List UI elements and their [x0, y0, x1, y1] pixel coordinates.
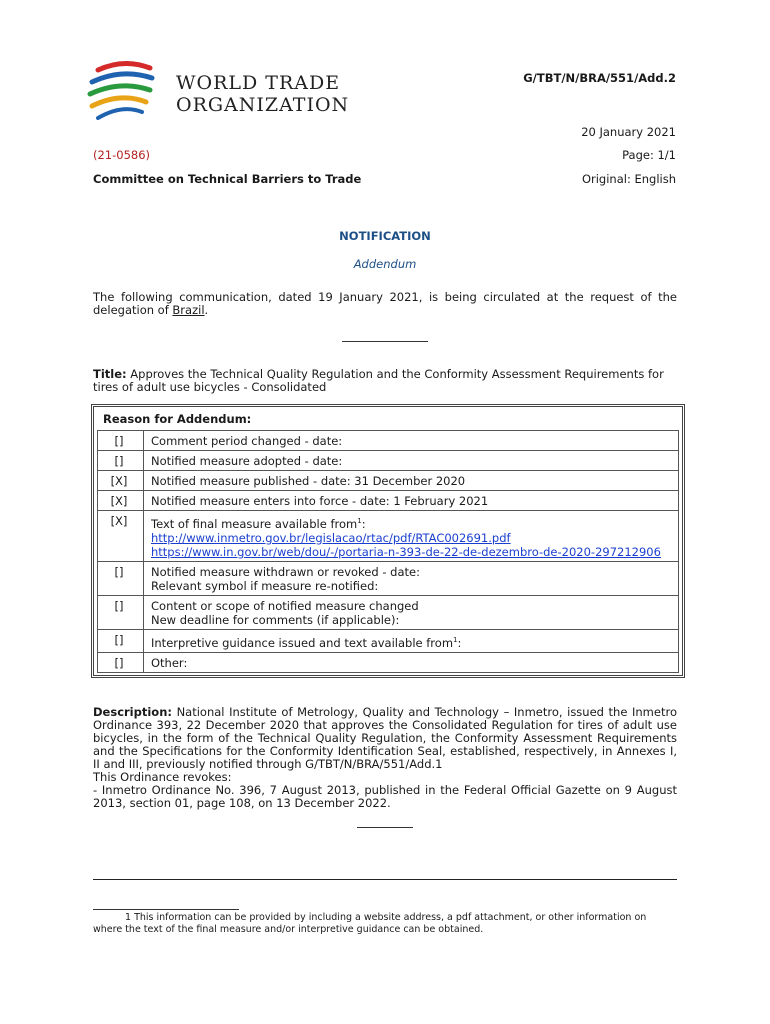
row-mark: [] [98, 595, 144, 629]
row-text-line1: Content or scope of notified measure changed [151, 598, 419, 613]
row-text-line2: Relevant symbol if measure re-notified: [151, 578, 379, 593]
row-text-colon: : [361, 516, 366, 531]
row-text: Notified measure adopted - date: [144, 451, 679, 471]
section-divider [342, 341, 428, 342]
row-mark: [] [98, 431, 144, 451]
end-divider [357, 827, 413, 828]
committee-name: Committee on Technical Barriers to Trade [93, 172, 362, 186]
table-row [98, 431, 679, 451]
row-text-with-sup [144, 629, 679, 652]
row-mark: [] [98, 561, 144, 595]
table-row [98, 652, 679, 672]
document-symbol: G/TBT/N/BRA/551/Add.2 [523, 71, 676, 85]
addendum-subheading-text: Addendum [353, 257, 417, 271]
logo-line-2: ORGANIZATION [176, 94, 350, 116]
wto-logo-emblem-icon [84, 56, 164, 128]
row-text-line2: New deadline for comments (if applicable): [151, 612, 400, 627]
row-text: Interpretive guidance issued and text available from [151, 635, 454, 650]
title-text: Approves the Technical Quality Regulation and the Conformity Assessment Requirements for tires of adult use bicycles - Consolidated [93, 367, 664, 394]
table-row [98, 491, 679, 511]
description-revokes: This Ordinance revokes: [93, 770, 232, 784]
title-paragraph [93, 368, 677, 394]
table-row [98, 451, 679, 471]
intro-paragraph [93, 291, 677, 317]
row-mark: [X] [98, 471, 144, 491]
row-text-two-lines [144, 595, 679, 629]
intro-country: Brazil [172, 303, 205, 317]
row-text: Comment period changed - date: [144, 431, 679, 451]
footnote-ref: 1 [453, 635, 458, 644]
row-text: Text of final measure available from [151, 516, 358, 531]
table-row [98, 511, 679, 562]
inmetro-pdf-link[interactable]: http://www.inmetro.gov.br/legislacao/rtac/pdf/RTAC002691.pdf [151, 530, 511, 545]
description-paragraph [93, 706, 677, 771]
logo-line-1: WORLD TRADE [176, 72, 341, 94]
row-text: Other: [144, 652, 679, 672]
addendum-heading: Reason for Addendum: [103, 412, 252, 426]
row-text-colon: : [457, 635, 462, 650]
page-indicator: Page: 1/1 [622, 148, 676, 162]
table-row [98, 561, 679, 595]
footnote-ref: 1 [357, 517, 362, 525]
footnote-number: 1 [125, 912, 132, 923]
description-text: National Institute of Metrology, Quality and Technology – Inmetro, issued the Inmetro Ordinance 393, 22 December 2020 that approves the Consolidated Regulation for tires of adult use bicycles, in the form of the Technical Quality Regulation, the Conformity Assessment Requirements and the Specifications for the Conformity Identification Seal, established, respectively, in Annexes I, II and III, previously notified through G/TBT/N/BRA/551/Add.1 [93, 705, 677, 771]
original-language: Original: English [581, 172, 676, 186]
footnote [93, 912, 653, 936]
wto-logo-text [176, 72, 349, 116]
row-text: Notified measure enters into force - date: 1 February 2021 [144, 491, 679, 511]
row-text-two-lines [144, 561, 679, 595]
addendum-subheading [0, 257, 770, 271]
footnote-text: This information can be provided by including a website address, a pdf attachment, or other information on where the text of the final measure and/or interpretive guidance can be obtained. [93, 912, 647, 935]
table-row [98, 629, 679, 652]
document-date: 20 January 2021 [581, 125, 676, 139]
addendum-table [97, 430, 679, 673]
description-label: Description: [93, 705, 172, 719]
intro-text: The following communication, dated 19 January 2021, is being circulated at the request of the delegation of [93, 290, 677, 317]
row-mark: [X] [98, 511, 144, 562]
footnote-separator [93, 909, 239, 910]
description-block [93, 706, 677, 810]
intro-end: . [204, 303, 209, 317]
footer-rule [93, 879, 677, 880]
row-mark: [X] [98, 491, 144, 511]
notification-heading: NOTIFICATION [339, 229, 431, 243]
row-mark: [] [98, 451, 144, 471]
row-text-with-links [144, 511, 679, 562]
title-label: Title: [93, 367, 127, 381]
document-number: (21-0586) [93, 148, 151, 162]
wto-logo [84, 56, 164, 128]
row-text-line1: Notified measure withdrawn or revoked - date: [151, 564, 420, 579]
description-revoked-item: - Inmetro Ordinance No. 396, 7 August 2013, published in the Federal Official Gazette on 9 August 2013, section 01, page 108, on 13 December 2022. [93, 783, 677, 810]
addendum-box [91, 404, 685, 678]
row-mark: [] [98, 629, 144, 652]
table-row [98, 595, 679, 629]
dou-portaria-link[interactable]: https://www.in.gov.br/web/dou/-/portaria-n-393-de-22-de-dezembro-de-2020-297212906 [151, 544, 661, 559]
row-mark: [] [98, 652, 144, 672]
table-row [98, 471, 679, 491]
row-text: Notified measure published - date: 31 December 2020 [144, 471, 679, 491]
